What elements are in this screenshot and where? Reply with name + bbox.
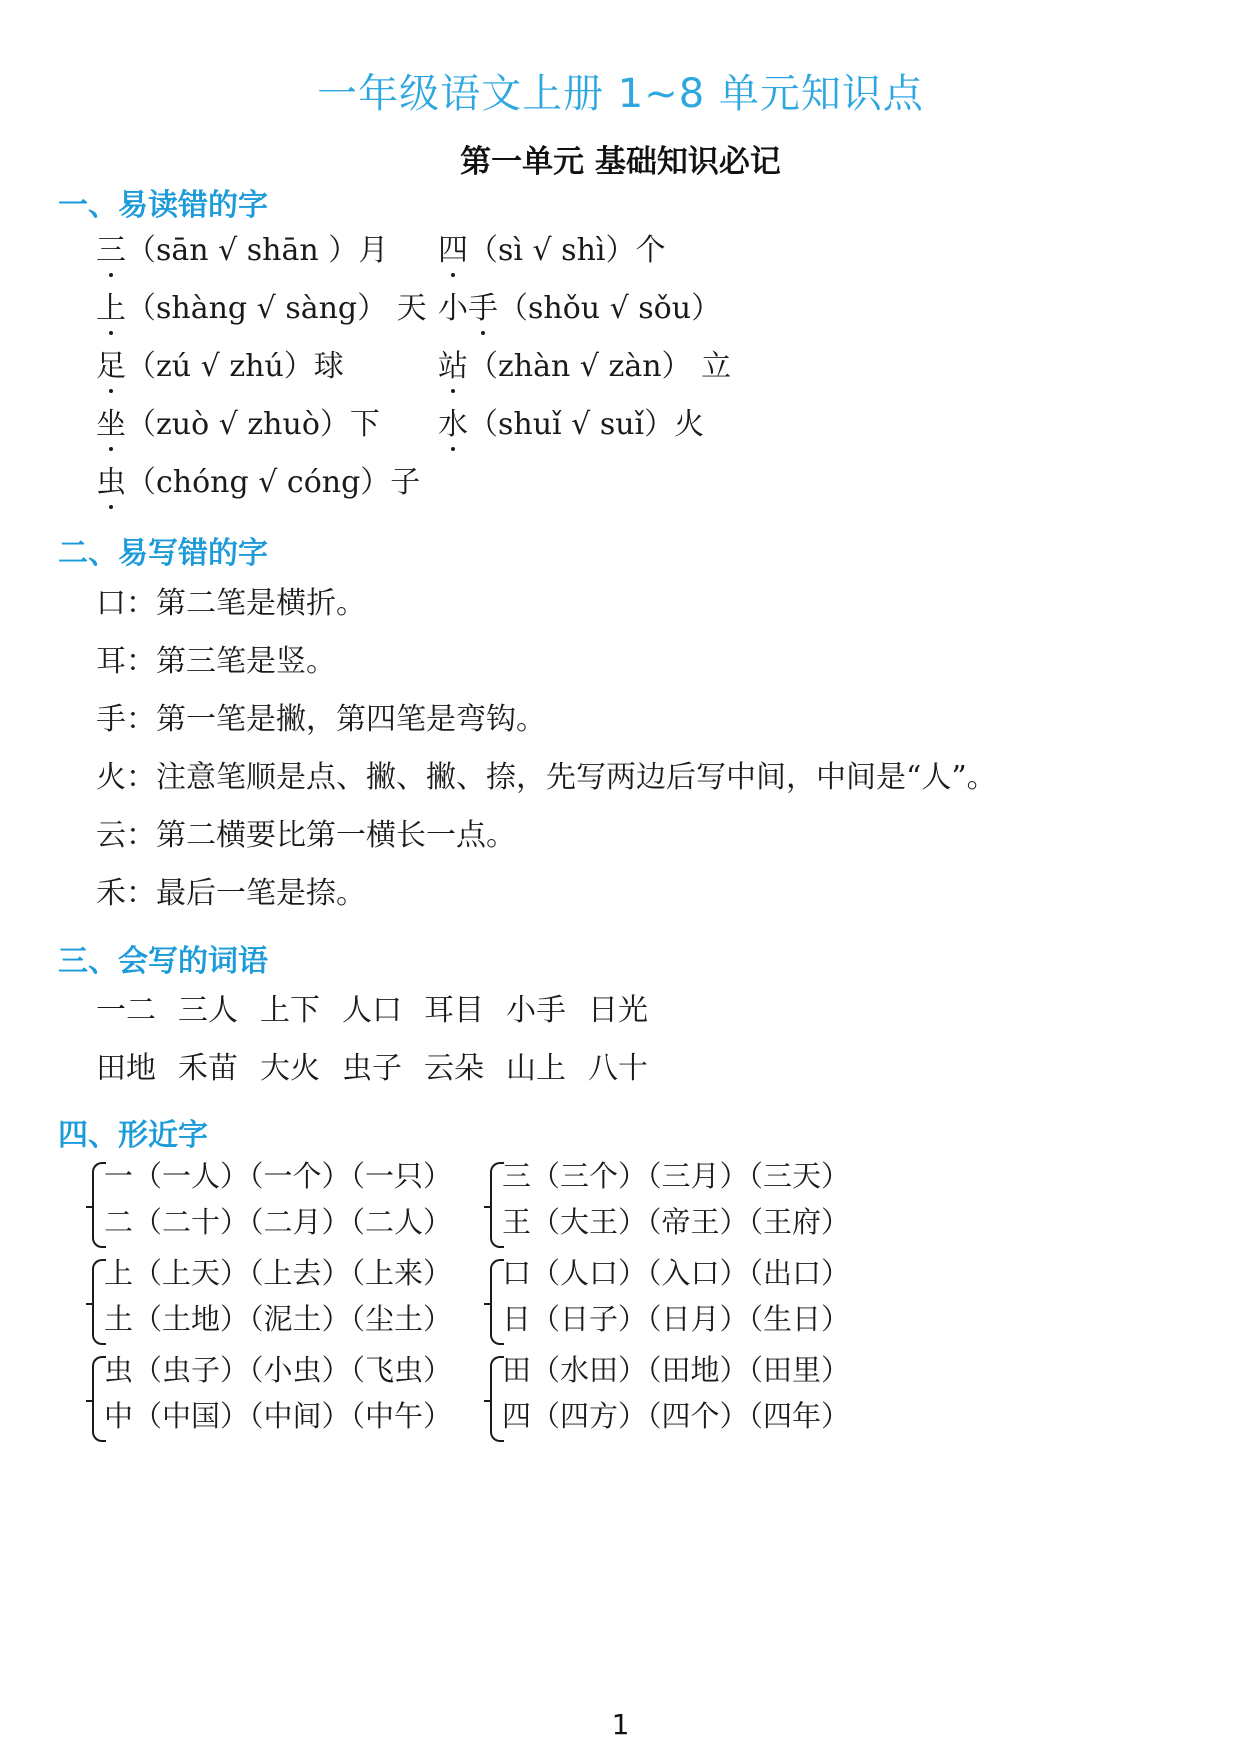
word: 日光 <box>588 993 648 1028</box>
similar-row: 四（四方）（四个）（四年） <box>502 1399 851 1433</box>
similar-row: 三（三个）（三月）（三天） <box>502 1159 851 1193</box>
write-item: 云：第二横要比第一横长一点。 <box>96 818 516 853</box>
similar-row: 中（中国）（中间）（中午） <box>104 1399 453 1433</box>
dotted-char: 上 <box>96 289 126 329</box>
unit-title: 第一单元 基础知识必记 <box>460 144 781 180</box>
section-heading-write: 二、易写错的字 <box>58 536 268 571</box>
read-item: 站（zhàn √ zàn） 立 <box>438 347 731 387</box>
read-item: 上（shàng √ sàng） 天 <box>96 289 427 329</box>
similar-row: 二（二十）（二月）（二人） <box>104 1205 453 1239</box>
similar-row: 虫（虫子）（小虫）（飞虫） <box>104 1353 453 1387</box>
word: 虫子 <box>342 1051 402 1086</box>
dotted-char: 站 <box>438 347 468 387</box>
word: 大火 <box>260 1051 320 1086</box>
read-item: 足（zú √ zhú）球 <box>96 347 344 387</box>
dotted-char: 水 <box>438 405 468 445</box>
section-heading-words: 三、会写的词语 <box>58 944 268 979</box>
word-row <box>96 991 670 1031</box>
similar-row: 日（日子）（日月）（生日） <box>502 1302 851 1336</box>
dotted-char: 虫 <box>96 463 126 503</box>
word: 三人 <box>178 993 238 1028</box>
similar-row: 王（大王）（帝王）（王府） <box>502 1205 851 1239</box>
read-item: 小手（shǒu √ sǒu） <box>438 289 721 329</box>
read-item: 水（shuǐ √ suǐ）火 <box>438 405 704 445</box>
similar-row: 田（水田）（田地）（田里） <box>502 1353 851 1387</box>
write-item: 火：注意笔顺是点、撇、撇、捺，先写两边后写中间，中间是“人”。 <box>96 760 997 795</box>
read-item: 三（sān √ shān ）月 <box>96 231 388 271</box>
word: 一二 <box>96 993 156 1028</box>
write-item: 耳：第三笔是竖。 <box>96 644 336 679</box>
page-number: 1 <box>611 1708 630 1741</box>
word: 云朵 <box>424 1051 484 1086</box>
write-item: 禾：最后一笔是捺。 <box>96 876 366 911</box>
section-heading-similar: 四、形近字 <box>58 1118 208 1153</box>
similar-row: 口（人口）（入口）（出口） <box>502 1256 851 1290</box>
word: 小手 <box>506 993 566 1028</box>
section-heading-read: 一、易读错的字 <box>58 188 268 223</box>
dotted-char: 四 <box>438 231 468 271</box>
document-title: 一年级语文上册 1~8 单元知识点 <box>317 71 924 117</box>
read-item: 虫（chóng √ cóng）子 <box>96 463 420 503</box>
similar-row: 土（土地）（泥土）（尘土） <box>104 1302 453 1336</box>
dotted-char: 三 <box>96 231 126 271</box>
word: 禾苗 <box>178 1051 238 1086</box>
dotted-char: 手 <box>468 289 498 329</box>
word: 上下 <box>260 993 320 1028</box>
similar-row: 一（一人）（一个）（一只） <box>104 1159 453 1193</box>
read-item: 四（sì √ shì）个 <box>438 231 666 271</box>
word: 耳目 <box>424 993 484 1028</box>
word-row <box>96 1049 670 1089</box>
dotted-char: 坐 <box>96 405 126 445</box>
word: 人口 <box>342 993 402 1028</box>
write-item: 口：第二笔是横折。 <box>96 586 366 621</box>
word: 八十 <box>588 1051 648 1086</box>
similar-row: 上（上天）（上去）（上来） <box>104 1256 453 1290</box>
write-item: 手：第一笔是撇，第四笔是弯钩。 <box>96 702 546 737</box>
read-item: 坐（zuò √ zhuò）下 <box>96 405 380 445</box>
word: 山上 <box>506 1051 566 1086</box>
dotted-char: 足 <box>96 347 126 387</box>
word: 田地 <box>96 1051 156 1086</box>
